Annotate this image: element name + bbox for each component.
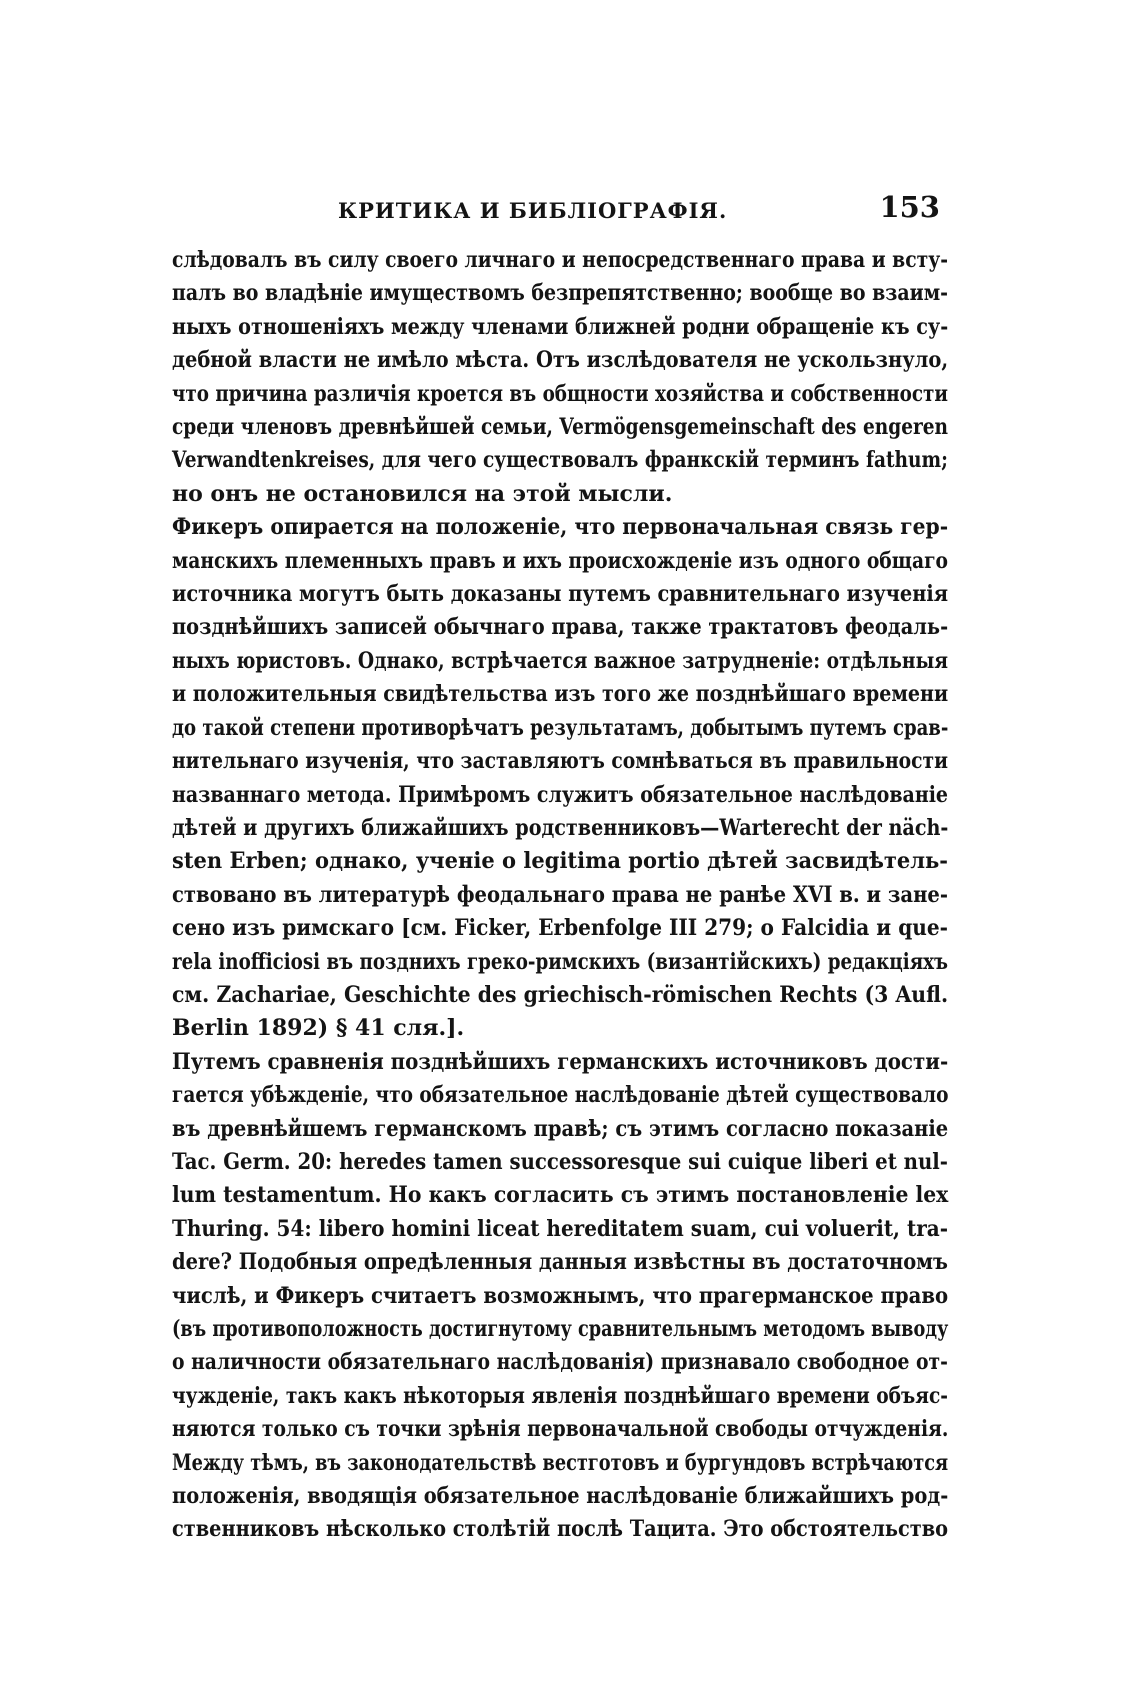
text-line: источника могутъ быть доказаны путемъ сравнительнаго изученія xyxy=(172,581,949,608)
text-line: ственниковъ нѣсколько столѣтій послѣ Тацита. Это обстоятельство xyxy=(172,1516,949,1543)
text-line: манскихъ племенныхъ правъ и ихъ происхожденіе изъ одного общаго xyxy=(172,547,948,574)
text-line: sten Erben; однако, ученіе о legitima portio дѣтей засвидѣтель- xyxy=(172,848,949,875)
text-line: няются только съ точки зрѣнія первоначальной свободы отчужденія. xyxy=(172,1416,949,1443)
text-line: ствовано въ литературѣ феодальнаго права не ранѣе XVI в. и зане- xyxy=(172,881,948,908)
text-line: гается убѣжденіе, что обязательное наслѣдованіе дѣтей существовало xyxy=(172,1082,949,1109)
page-header xyxy=(186,190,948,230)
text-line: чужденіе, такъ какъ нѣкоторыя явленія позднѣйшаго времени объяс- xyxy=(172,1382,949,1409)
text-line: до такой степени противорѣчатъ результатамъ, добытымъ путемъ срав- xyxy=(172,714,949,741)
text-line: Между тѣмъ, въ законодательствѣ вестготовъ и бургундовъ встрѣчаются xyxy=(172,1449,949,1476)
text-line: но онъ не остановился на этой мысли. xyxy=(172,480,673,507)
text-line: dere? Подобныя опредѣленныя данныя извѣстны въ достаточномъ xyxy=(172,1249,948,1276)
text-line: о наличности обязательнаго наслѣдованія) признавало свободное от- xyxy=(172,1349,948,1376)
text-line: положенія, вводящія обязательное наслѣдованіе ближайшихъ род- xyxy=(172,1483,949,1510)
text-line: и положительныя свидѣтельства изъ того же позднѣйшаго времени xyxy=(172,681,949,708)
text-line: Verwandtenkreises, для чего существовалъ франкскій терминъ fathum; xyxy=(172,447,949,474)
text-line: (въ противоположность достигнутому сравнительнымъ методомъ выводу xyxy=(172,1316,949,1342)
body-text xyxy=(172,244,948,1547)
text-line: см. Zachariae, Geschichte des griechisch-römischen Rechts (3 Aufl. xyxy=(172,981,949,1008)
text-line: Berlin 1892) § 41 сля.]. xyxy=(172,1015,465,1042)
text-line: позднѣйшихъ записей обычнаго права, также трактатовъ феодаль- xyxy=(172,614,949,641)
text-line: среди членовъ древнѣйшей семьи, Vermögensgemeinschaft des engeren xyxy=(172,414,949,441)
text-line: ныхъ отношеніяхъ между членами ближней родни обращеніе къ су- xyxy=(172,313,949,340)
text-line: дѣтей и другихъ ближайшихъ родственниковъ—Warterecht der näch- xyxy=(172,814,949,841)
running-title: КРИТИКА И БИБЛІОГРАФІЯ. xyxy=(338,198,728,223)
text-line: что причина различія кроется въ общности хозяйства и собственности xyxy=(172,380,948,407)
text-line: Фикеръ опирается на положеніе, что первоначальная связь гер- xyxy=(172,514,949,541)
text-line: Thuring. 54: libero homini liceat hereditatem suam, cui voluerit, tra- xyxy=(172,1215,949,1242)
text-line: Tac. Germ. 20: heredes tamen successoresque sui cuique liberi et nul- xyxy=(172,1148,948,1175)
text-line: названнаго метода. Примѣромъ служитъ обязательное наслѣдованіе xyxy=(172,781,949,808)
text-line: rela inofficiosi въ позднихъ греко-римскихъ (византійскихъ) редакціяхъ xyxy=(172,948,949,975)
text-line: ныхъ юристовъ. Однако, встрѣчается важное затрудненіе: отдѣльныя xyxy=(172,647,949,674)
text-line: нительнаго изученія, что заставляютъ сомнѣваться въ правильности xyxy=(172,748,948,775)
text-line: палъ во владѣніе имуществомъ безпрепятственно; вообще во взаим- xyxy=(172,280,949,307)
text-line: сено изъ римскаго [см. Ficker, Erbenfolge III 279; о Falcidia и que- xyxy=(172,915,948,942)
text-line: Путемъ сравненія позднѣйшихъ германскихъ источниковъ дости- xyxy=(172,1048,949,1075)
paragraph-3 xyxy=(172,1046,948,1547)
text-line: lum testamentum. Но какъ согласить съ этимъ постановленіе lex xyxy=(172,1182,949,1209)
paragraph-1 xyxy=(172,244,948,511)
page-number: 153 xyxy=(879,190,940,224)
text-line: дебной власти не имѣло мѣста. Отъ изслѣдователя не ускользнуло, xyxy=(172,347,949,374)
text-line: слѣдовалъ въ силу своего личнаго и непосредственнаго права и всту- xyxy=(172,247,948,273)
paragraph-2 xyxy=(172,511,948,1046)
text-line: числѣ, и Фикеръ считаетъ возможнымъ, что прагерманское право xyxy=(172,1282,949,1309)
text-line: въ древнѣйшемъ германскомъ правѣ; съ этимъ согласно показаніе xyxy=(172,1115,949,1142)
